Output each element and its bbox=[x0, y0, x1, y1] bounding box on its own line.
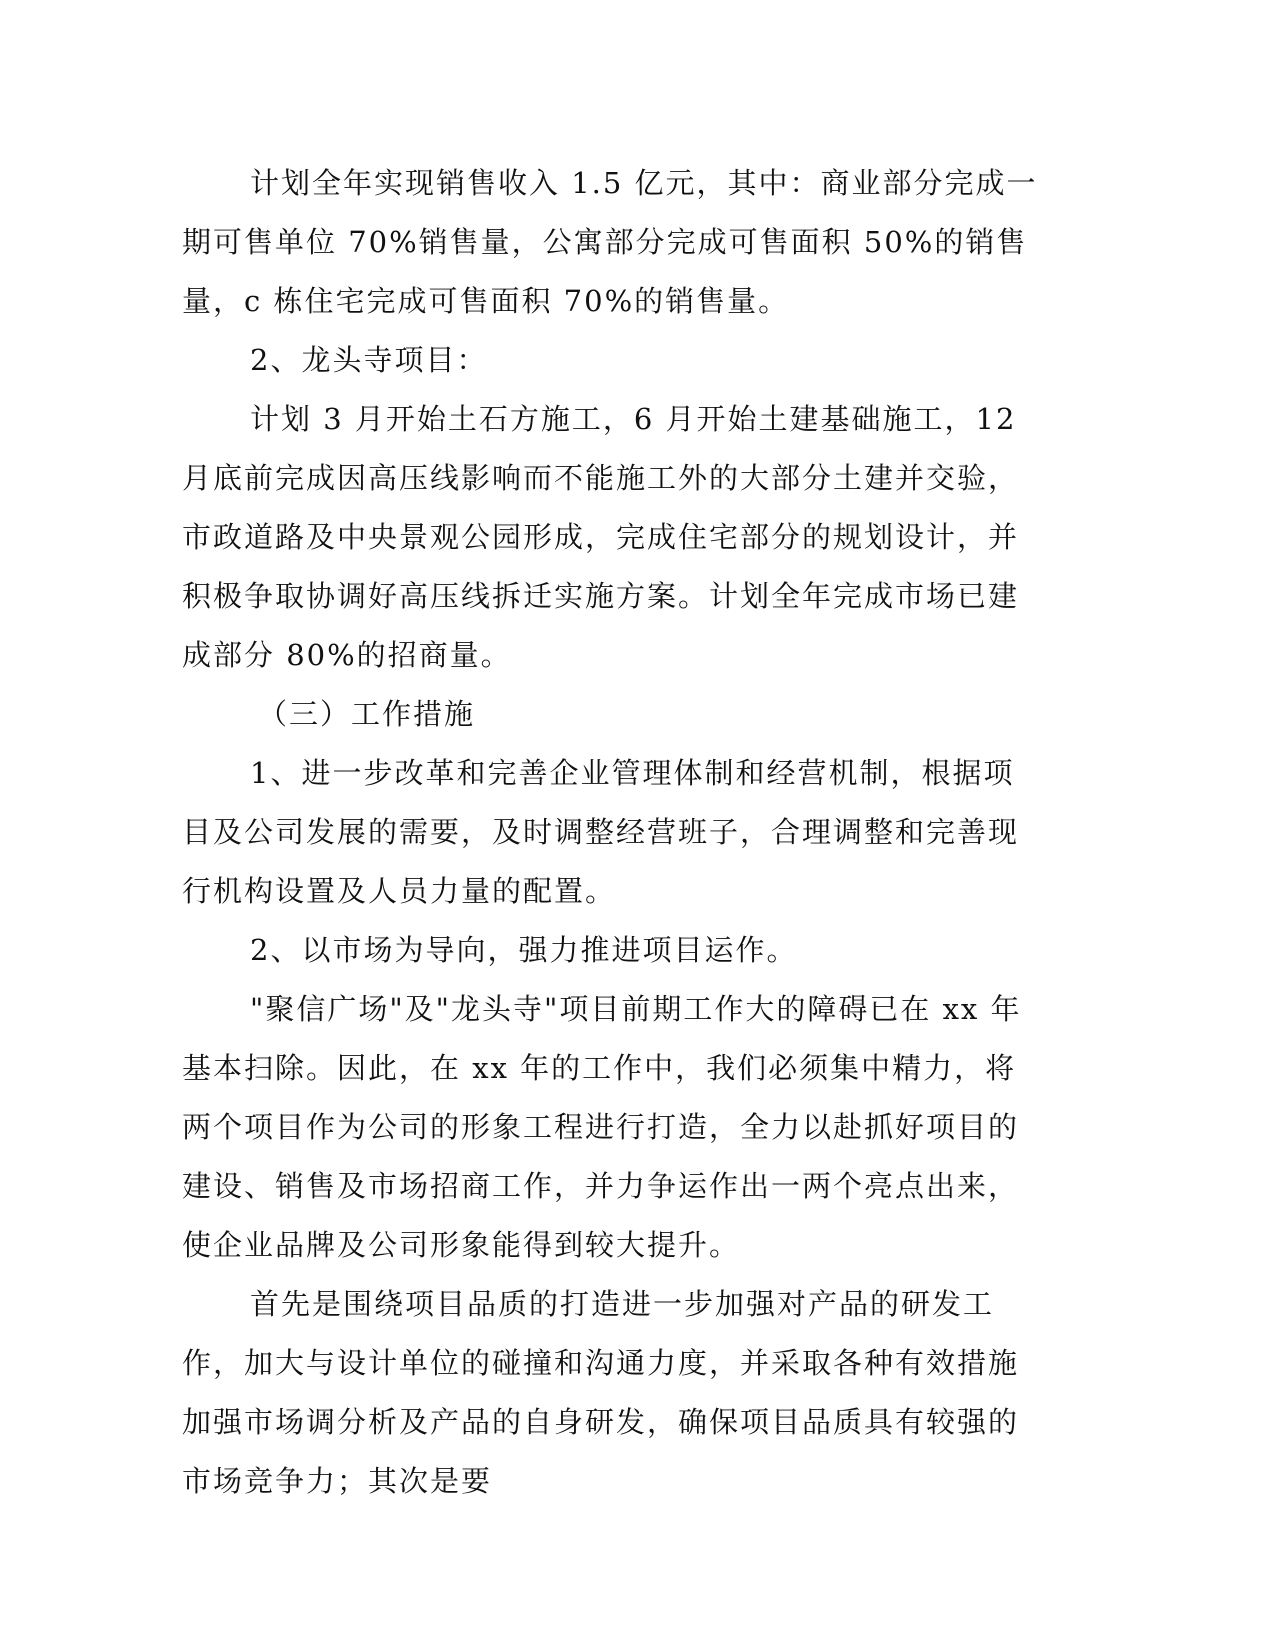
paragraph-quality: 首先是围绕项目品质的打造进一步加强对产品的研发工作，加大与设计单位的碰撞和沟通力度，并采取各种有效措施加强市场调分析及产品的自身研发，确保项目品质具有较强的市场竞争力；其次是要 bbox=[182, 1287, 1020, 1498]
paragraph-projects: "聚信广场"及"龙头寺"项目前期工作大的障碍已在 xx 年基本扫除。因此，在 xx 年的工作中，我们必须集中精力，将两个项目作为公司的形象工程进行打造，全力以赴抓好项目的建设、销售及市场招商工作，并力争运作出一两个亮点出来，使企业品牌及公司形象能得到较大提升。 bbox=[182, 992, 1022, 1262]
heading-work-measures: （三）工作措施 bbox=[258, 697, 476, 731]
paragraph-reform: 1、进一步改革和完善企业管理体制和经营机制，根据项目及公司发展的需要，及时调整经营班子，合理调整和完善现行机构设置及人员力量的配置。 bbox=[182, 756, 1020, 908]
heading-market-oriented: 2、以市场为导向，强力推进项目运作。 bbox=[250, 933, 798, 967]
paragraph-sales-plan: 计划全年实现销售收入 1.5 亿元，其中：商业部分完成一期可售单位 70%销售量，公寓部分完成可售面积 50%的销售量，c 栋住宅完成可售面积 70%的销售量。 bbox=[182, 166, 1038, 318]
paragraph-longtousi-plan: 计划 3 月开始土石方施工，6 月开始土建基础施工，12 月底前完成因高压线影响而不能施工外的大部分土建并交验，市政道路及中央景观公园形成，完成住宅部分的规划设计，并积极争取协调好高压线拆迁实施方案。计划全年完成市场已建成部分 80%的招商量。 bbox=[182, 402, 1020, 672]
document-body bbox=[182, 154, 1042, 1511]
heading-longtousi-project: 2、龙头寺项目： bbox=[250, 343, 488, 377]
